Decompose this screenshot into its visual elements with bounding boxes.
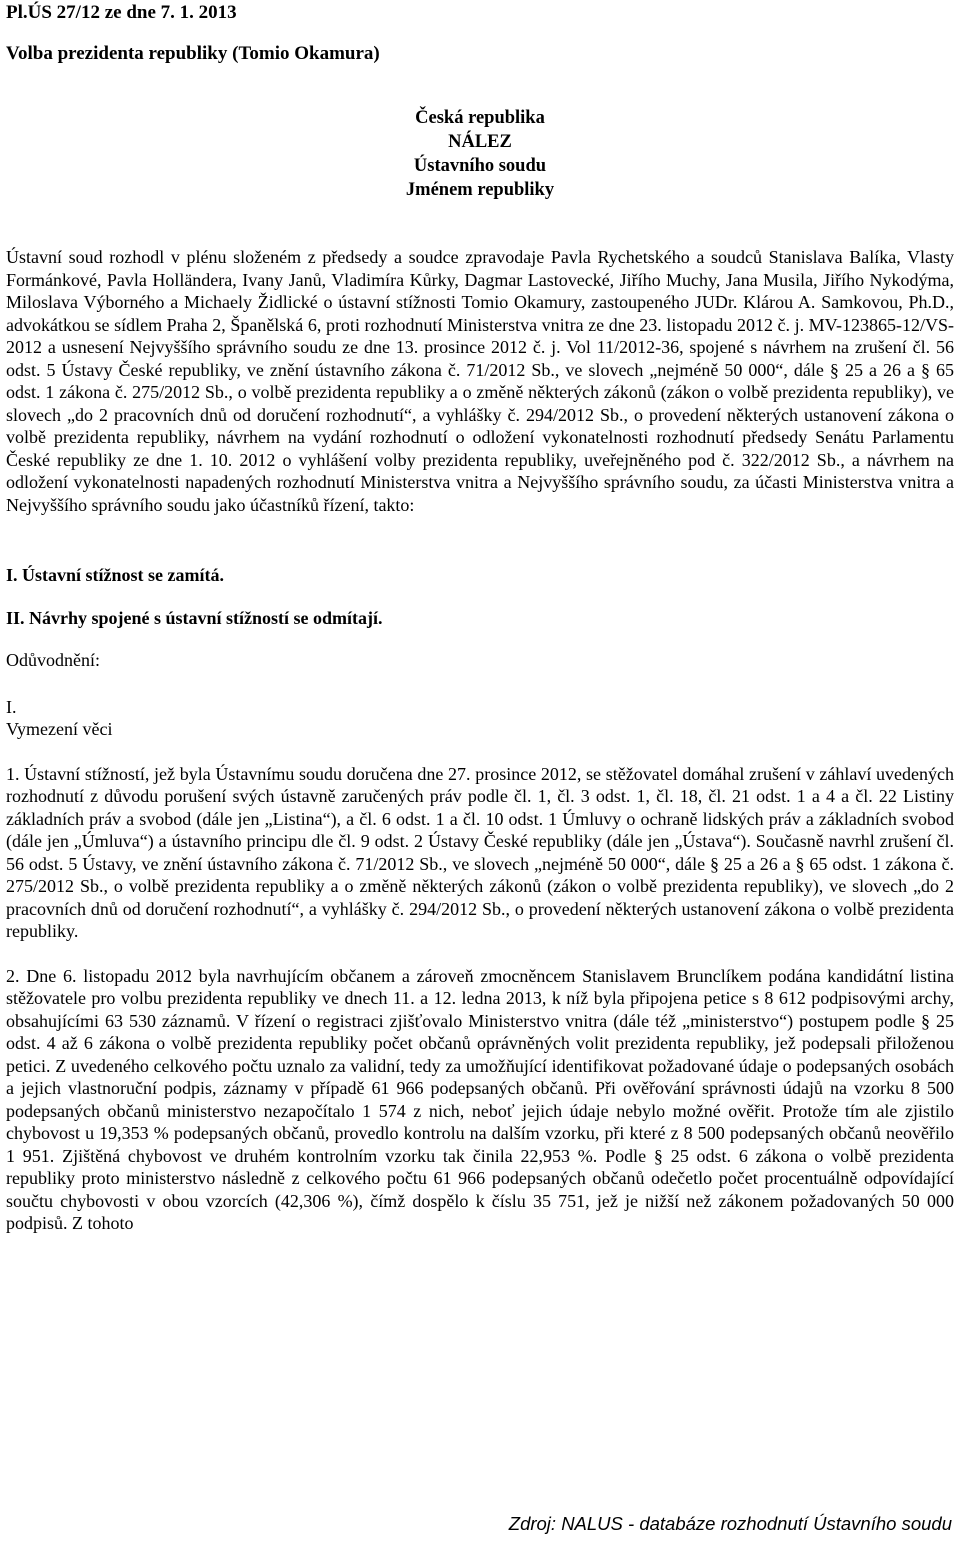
heading-formula: Jménem republiky <box>405 180 555 200</box>
section-title: Vymezení věci <box>6 719 113 739</box>
verdict-item-2: II. Návrhy spojené s ústavní stížností se odmítají. <box>6 607 383 628</box>
reasoning-heading: Odůvodnění: <box>6 650 100 670</box>
intro-paragraph: Ústavní soud rozhodl v plénu složeném z předsedy a soudce zpravodaje Pavla Rychetského a soudců Stanislava Balíka, Vlasty Formánkové, Pavla Holländera, Ivany Janů, Vladimíra Kůrky, Dagmar Lastovecké, Jiřího Muchy, Jana Musila, Jiřího Nykodýma, Miloslava Výborného a Michaely Židlické o ústavní stížnosti Tomio Okamury, zastoupeného JUDr. Klárou A. Samkovou, Ph.D., advokátkou se sídlem Praha 2, Španělská 6, proti rozhodnutí Ministerstva vnitra ze dne 23. listopadu 2012 č. j. MV-123865-12/VS-2012 a usnesení Nejvyššího správního soudu ze dne 13. prosince 2012 č. j. Vol 11/2012-36, spojené s návrhem na zrušení čl. 56 odst. 5 Ústavy České republiky, ve znění ústavního zákona č. 71/2012 Sb., ve slovech „nejméně 50 000“, dále § 25 a 26 a § 65 odst. 1 zákona č. 275/2012 Sb., o volbě prezidenta republiky a o změně některých zákonů (zákon o volbě prezidenta republiky), ve slovech „do 2 pracovních dnů od doručení rozhodnutí“, a vyhlášky č. 294/2012 Sb., o provedení některých ustanovení zákona o volbě prezidenta republiky, návrhem na vydání rozhodnutí o odložení vykonatelnosti rozhodnutí předsedy Senátu Parlamentu České republiky ze dne 1. 10. 2012 o vyhlášení volby prezidenta republiky, uveřejněného pod č. 322/2012 Sb., a návrhem na odložení vykonatelnosti napadených rozhodnutí Ministerstva vnitra a Nejvyššího správního soudu, za účasti Ministerstva vnitra a Nejvyššího správního soudu jako účastníků řízení, takto: <box>6 247 954 515</box>
heading-court: Ústavního soudu <box>413 156 547 176</box>
document-subtitle: Volba prezidenta republiky (Tomio Okamura) <box>6 43 380 64</box>
source-footer: Zdroj: NALUS - databáze rozhodnutí Ústavního soudu <box>508 1512 952 1534</box>
heading-type: NÁLEZ <box>448 132 512 152</box>
paragraph-1: 1. Ústavní stížností, jež byla Ústavnímu soudu doručena dne 27. prosince 2012, se stěžovatel domáhal zrušení v záhlaví uvedených rozhodnutí z důvodu porušení svých ústavně zaručených práv podle čl. 1, čl. 3 odst. 1, čl. 18, čl. 21 odst. 1 a 4 a čl. 22 Listiny základních práv a svobod (dále jen „Listina“), a čl. 6 odst. 1 a čl. 10 odst. 1 Úmluvy o ochraně lidských práv a základních svobod (dále jen „Úmluva“) a ústavního principu dle čl. 9 odst. 2 Ústavy České republiky (dále jen „Ústava“). Současně navrhl zrušení čl. 56 odst. 5 Ústavy, ve znění ústavního zákona č. 71/2012 Sb., ve slovech „nejméně 50 000“, dále § 25 a 26 a § 65 odst. 1 zákona č. 275/2012 Sb., o volbě prezidenta republiky a o změně některých zákonů (zákon o volbě prezidenta republiky), ve slovech „do 2 pracovních dnů od doručení rozhodnutí“, a vyhlášky č. 294/2012 Sb., o provedení některých ustanovení zákona o volbě prezidenta republiky. <box>6 763 954 941</box>
document-reference: Pl.ÚS 27/12 ze dne 7. 1. 2013 <box>6 2 237 23</box>
section-number: I. <box>6 696 17 717</box>
verdict-item-1: I. Ústavní stížnost se zamítá. <box>6 565 224 585</box>
paragraph-2: 2. Dne 6. listopadu 2012 byla navrhujícím občanem a zároveň zmocněncem Stanislavem Brunclíkem podána kandidátní listina stěžovatele pro volbu prezidenta republiky ve dnech 11. a 12. ledna 2013, k níž byla připojena petice s 8 612 podpisovými archy, obsahujícími 63 530 záznamů. V řízení o registraci zjišťovalo Ministerstvo vnitra (dále též „ministerstvo“) postupem podle § 25 odst. 4 až 6 zákona o volbě prezidenta republiky počet občanů oprávněných volit prezidenta republiky, jež podepsali přiloženou petici. Z uvedeného celkového počtu uznalo za validní, tedy za umožňující identifikovat požadované údaje o podepsaných osobách a jejich vlastnoruční podpis, záznamy v případě 61 966 podepsaných občanů. Při ověřování správnosti údajů na vzorku 8 500 podepsaných občanů ministerstvo nezapočítalo 1 574 z nich, neboť jejich údaje nebylo možné ověřit. Protože tím ale zjistilo chybovost u 19,353 % podepsaných občanů, provedlo kontrolu na dalším vzorku, při které z 8 500 podepsaných občanů neověřilo 1 951. Zjištěná chybovost ve druhém kontrolním vzorku tak činila 22,953 %. Podle § 25 odst. 6 zákona o volbě prezidenta republiky proto ministerstvo následně z celkového počtu 61 966 podepsaných občanů odečetlo počet procentuálně odpovídající součtu chybovosti v obou vzorcích (42,306 %), čímž dospělo k číslu 35 751, jež je nižší než zákonem požadovaných 50 000 podpisů. Z tohoto <box>6 965 954 1233</box>
decision-heading <box>6 106 954 202</box>
heading-country: Česká republika <box>415 108 545 128</box>
